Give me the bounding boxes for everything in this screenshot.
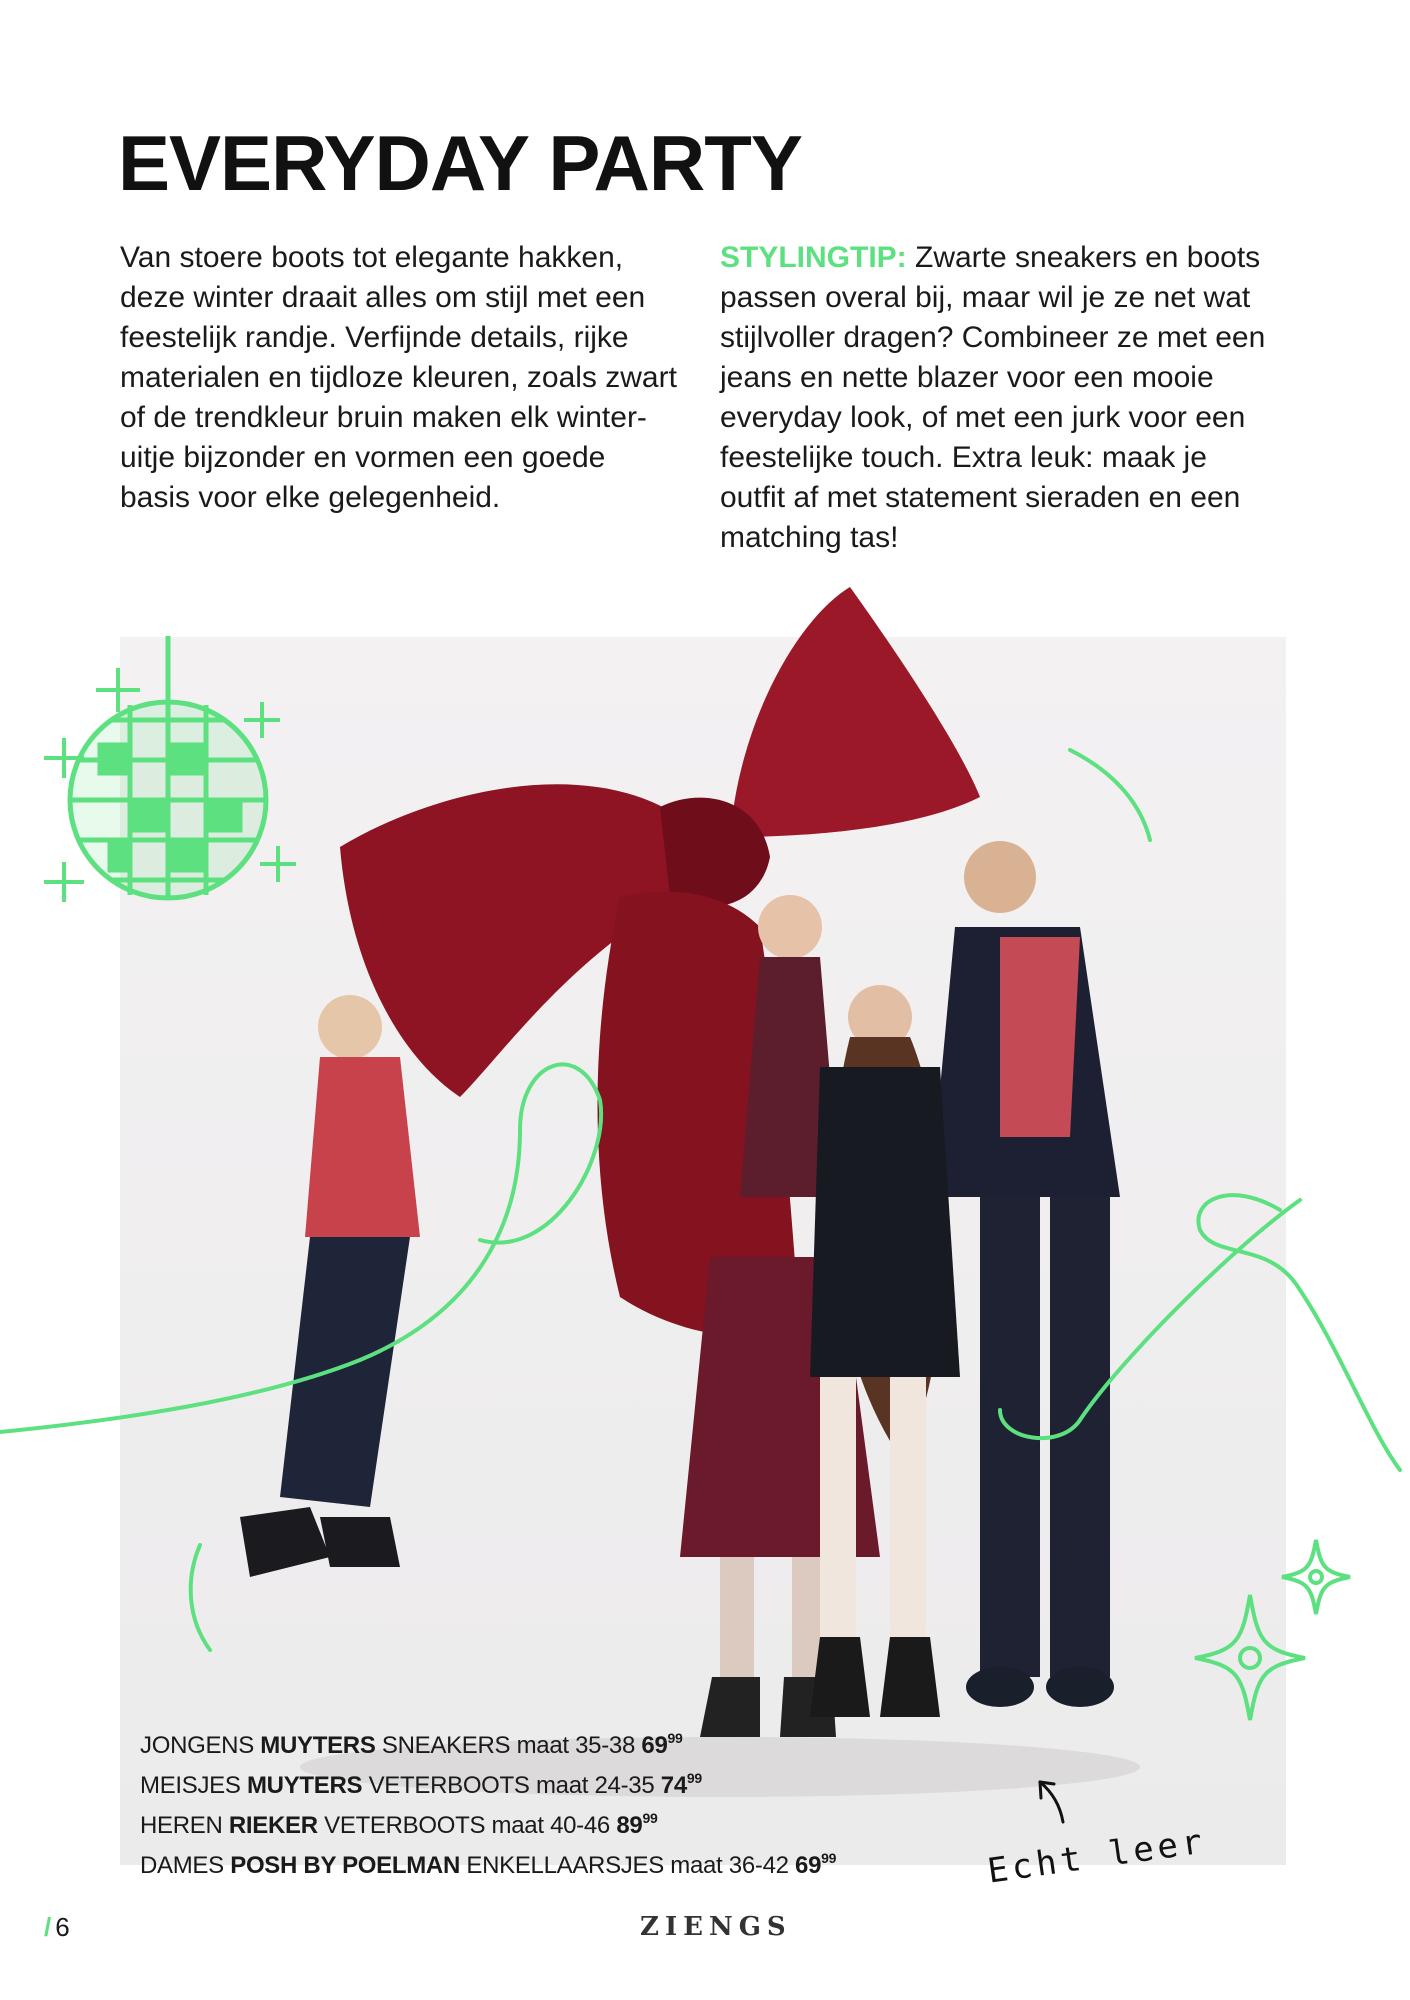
brand-logo: ZIENGS (640, 1912, 792, 1942)
man-figure (930, 841, 1120, 1707)
boy-figure (240, 995, 420, 1577)
page-number: / 6 (44, 1912, 70, 1942)
intro-paragraph: Van stoere boots tot elegante hakken, deze winter draait alles om stijl met een feestelijk randje. Verfijnde details, rijke materialen en tijdloze kleuren, zoals zwart of de trendkleur bruin maken elk winter-uitje bijzonder en vormen een goede basis voor elke gelegenheid. (120, 241, 677, 514)
product-line: JONGENS MUYTERS SNEAKERS maat 35-38 $69^{99}$ (140, 1730, 683, 1759)
hero-photo (120, 637, 1286, 1879)
product-line: HEREN RIEKER VETERBOOTS maat 40-46 $89^{99}$ (140, 1810, 658, 1839)
echt-leer-annotation: Echt leer (985, 1821, 1209, 1892)
product-line: MEISJES MUYTERS VETERBOOTS maat 24-35 $74^{99}$ (140, 1770, 702, 1799)
styling-tip-label: STYLINGTIP: (720, 241, 907, 274)
styling-tip (720, 238, 1280, 558)
product-line: DAMES POSH BY POELMAN ENKELLAARSJES maat 36-42 $69^{99}$ (140, 1850, 837, 1879)
product-captions (140, 1722, 836, 1882)
girl-figure (810, 985, 960, 1717)
family-bow-illustration (120, 637, 1286, 1865)
styling-tip-text: Zwarte sneakers en boots passen overal bij, maar wil je ze net wat stijlvoller dragen? Combineer ze met een jeans en nette blazer voor een mooie everyday look, of met een jurk voor een feestelijke touch. Extra leuk: maak je outfit af met statement sieraden en een matching tas! (720, 241, 1266, 554)
page-title: EVERYDAY PARTY (118, 119, 802, 207)
